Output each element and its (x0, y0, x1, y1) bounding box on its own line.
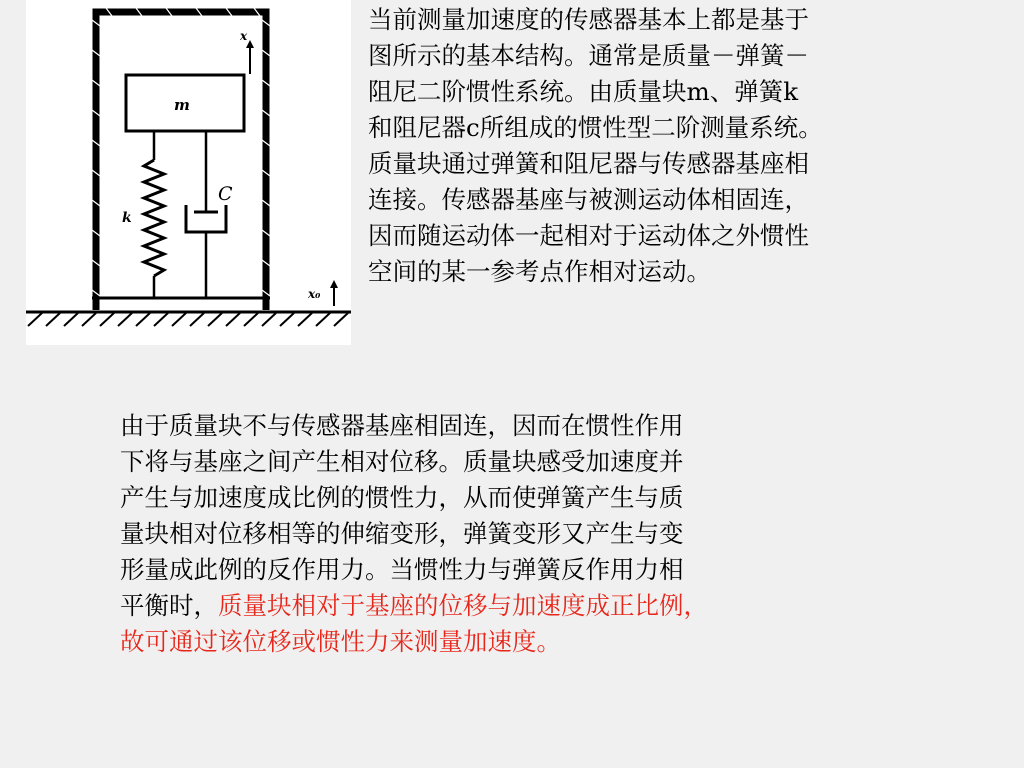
intro-line: 因而随运动体一起相对于运动体之外惯性 (368, 221, 809, 250)
spring-label: k (122, 210, 132, 226)
damper-label: C (218, 183, 233, 205)
explanation-line: 形量成此例的反作用力。当惯性力与弹簧反作用力相 (120, 555, 684, 584)
paragraph-intro (368, 2, 823, 290)
intro-line: 图所示的基本结构。通常是质量－弹簧－ (368, 41, 809, 70)
mass-label: m (174, 96, 190, 114)
intro-line: 阻尼二阶惯性系统。由质量块m、弹簧k (368, 77, 799, 106)
mass-displacement-label: x (240, 29, 248, 43)
intro-line: 质量块通过弹簧和阻尼器与传感器基座相 (368, 149, 809, 178)
diagram-svg (26, 0, 351, 345)
explanation-line: 下将与基座之间产生相对位移。质量块感受加速度并 (120, 447, 684, 476)
paragraph-explanation (120, 408, 708, 660)
intro-line: 和阻尼器c所组成的惯性型二阶测量系统。 (368, 113, 823, 142)
explanation-prefix: 平衡时， (120, 591, 218, 620)
explanation-line-6 (120, 588, 708, 624)
accelerometer-diagram (26, 0, 351, 345)
mass-arrow-head (246, 40, 254, 48)
housing-wall-texture (92, 8, 270, 296)
intro-line: 连接。传感器基座与被测运动体相固连， (368, 185, 809, 214)
spring-coil (144, 160, 164, 276)
conclusion-highlight: 质量块相对于基座的位移与加速度成正比例， (218, 591, 708, 620)
ground-hatching (28, 313, 348, 326)
explanation-line: 由于质量块不与传感器基座相固连，因而在惯性作用 (120, 411, 684, 440)
explanation-line: 产生与加速度成比例的惯性力，从而使弹簧产生与质 (120, 483, 684, 512)
base-arrow-head (330, 280, 338, 288)
explanation-line: 量块相对位移相等的伸缩变形，弹簧变形又产生与变 (120, 519, 684, 548)
intro-line: 当前测量加速度的传感器基本上都是基于 (368, 5, 809, 34)
conclusion-highlight-line: 故可通过该位移或惯性力来测量加速度。 (120, 627, 561, 656)
intro-line: 空间的某一参考点作相对运动。 (368, 257, 711, 286)
housing-frame (96, 12, 266, 310)
base-displacement-label: x₀ (308, 287, 321, 301)
